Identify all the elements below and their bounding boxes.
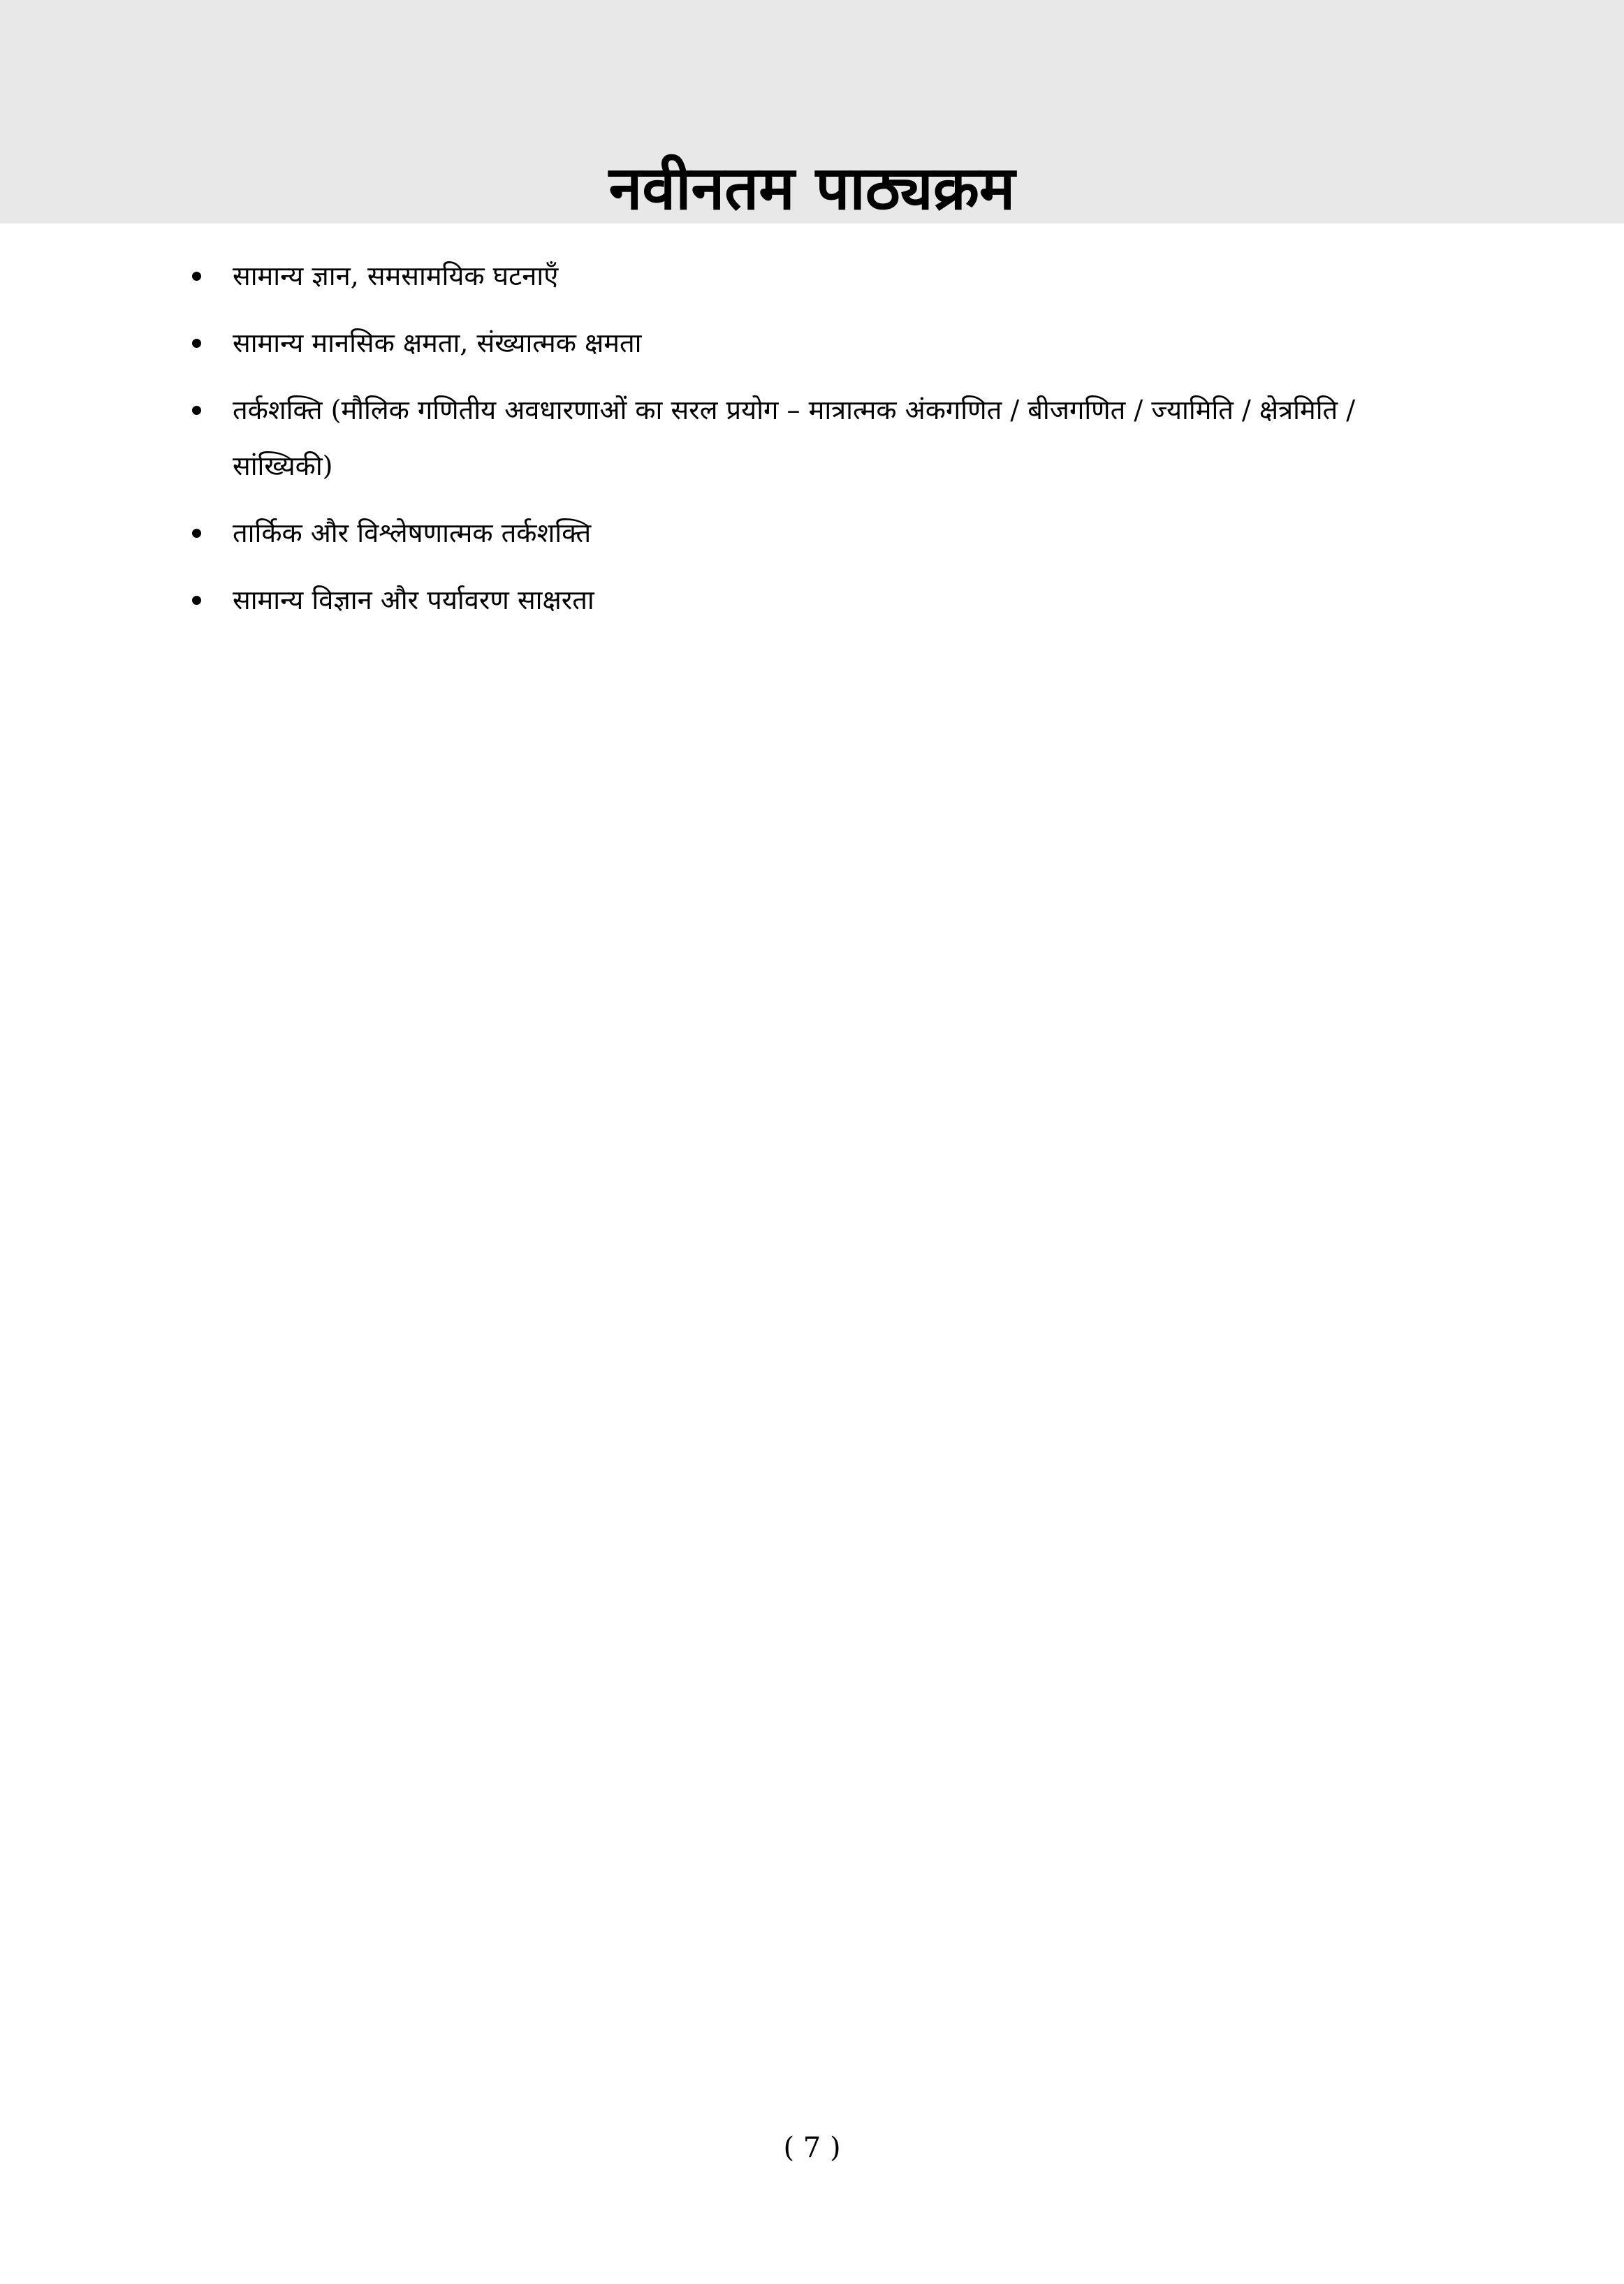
list-item [189,572,1446,628]
bullet-icon [192,339,201,348]
list-item [189,505,1446,561]
list-item-text: सामान्य ज्ञान, समसामयिक घटनाएँ [233,261,559,291]
page-title: नवीनतम पाठ्यक्रम [608,154,1016,224]
list-item [189,382,1446,494]
list-item [189,248,1446,304]
bullet-icon [192,406,201,415]
bullet-icon [192,596,201,605]
syllabus-list [189,248,1446,639]
bullet-icon [192,529,201,538]
list-item-text: तर्कशक्ति (मौलिक गणितीय अवधारणाओं का सरल प्रयोग – मात्रात्मक अंकगणित / बीजगणित / ज्यामिति / क्षेत्रमिति / सांख्यिकी) [233,395,1356,481]
bullet-icon [192,272,201,281]
list-item-text: सामान्य मानसिक क्षमता, संख्यात्मक क्षमता [233,328,642,358]
list-item-text: तार्किक और विश्लेषणात्मक तर्कशक्ति [233,518,592,548]
page-number: ( 7 ) [783,2132,841,2164]
list-item [189,315,1446,371]
list-item-text: सामान्य विज्ञान और पर्यावरण साक्षरता [233,585,594,615]
